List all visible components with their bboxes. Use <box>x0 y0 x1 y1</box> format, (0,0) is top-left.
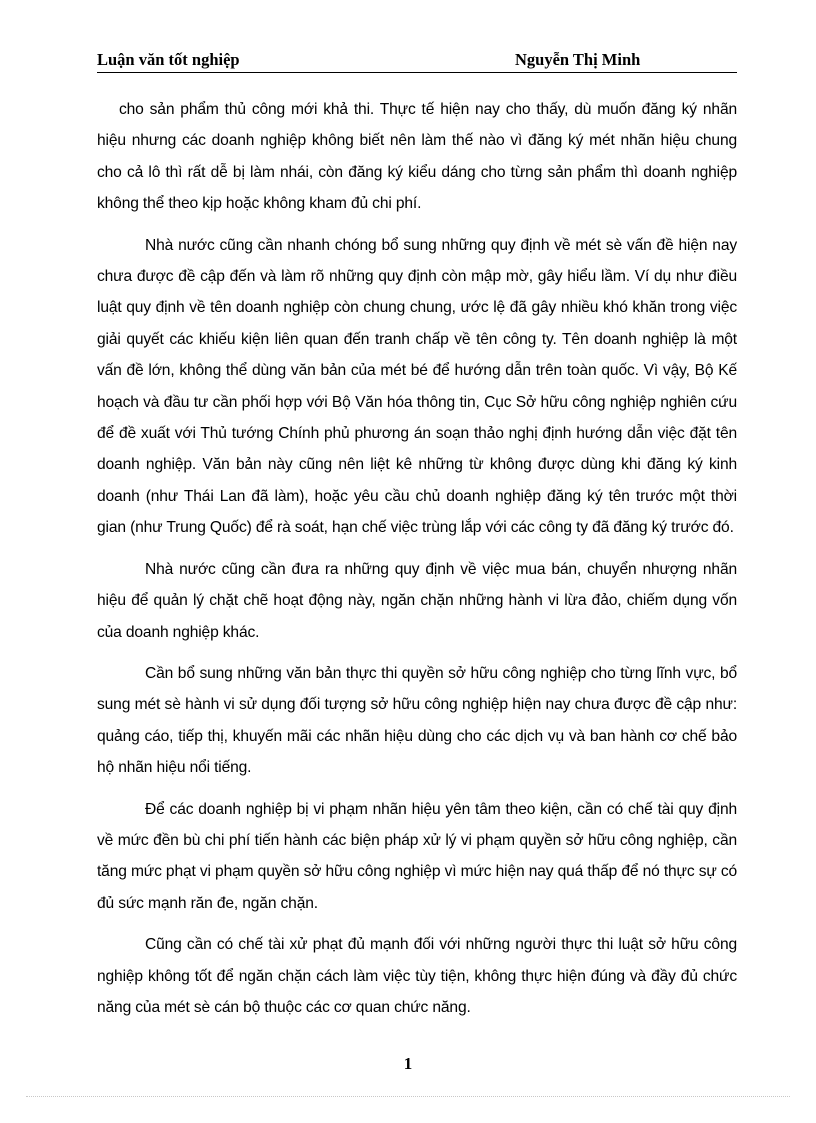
page-number: 1 <box>403 1054 413 1073</box>
paragraph: Để các doanh nghiệp bị vi phạm nhãn hiệu yên tâm theo kiện, cần có chế tài quy định về mức đền bù chi phí tiến hành các biện pháp xử lý vi phạm quyền sở hữu công nghiệp, cần tăng mức phạt vi phạm quyền sở hữu công nghiệp vì mức hiện nay quá thấp để nó thực sự có đủ sức mạnh răn đe, ngăn chặn. <box>97 800 737 912</box>
document-title: Luận văn tốt nghiệp <box>97 50 240 69</box>
author-name: Nguyễn Thị Minh <box>515 50 641 69</box>
body-text <box>97 94 737 1033</box>
paragraph: cho sản phẩm thủ công mới khả thi. Thực tế hiện nay cho thấy, dù muốn đăng ký nhãn hiệu nhưng các doanh nghiệp không biết nên làm thế nào vì đăng ký mét nhãn hiệu chung cho cả lô thì rất dễ bị làm nhái, còn đăng ký kiểu dáng cho từng sản phẩm thì doanh nghiệp không thể theo kịp hoặc không kham đủ chi phí. <box>97 101 737 213</box>
page-bottom-divider <box>26 1096 790 1097</box>
paragraph: Cần bổ sung những văn bản thực thi quyền sở hữu công nghiệp cho từng lĩnh vực, bổ sung mét sè hành vi sử dụng đối tượng sở hữu công nghiệp hiện nay chưa được đề cập như: quảng cáo, tiếp thị, khuyến mãi các nhãn hiệu dùng cho các dịch vụ và ban hành cơ chế bảo hộ nhãn hiệu nổi tiếng. <box>97 664 737 777</box>
paragraph: Cũng cần có chế tài xử phạt đủ mạnh đối với những người thực thi luật sở hữu công nghiệp không tốt để ngăn chặn cách làm việc tùy tiện, không thực hiện đúng và đầy đủ chức năng của mét sè cán bộ thuộc các cơ quan chức năng. <box>97 936 737 1016</box>
paragraph: Nhà nước cũng cần đưa ra những quy định về việc mua bán, chuyển nhượng nhãn hiệu để quản lý chặt chẽ hoạt động này, ngăn chặn những hành vi lừa đảo, chiếm dụng vốn của doanh nghiệp khác. <box>97 560 737 641</box>
page-header <box>97 48 737 73</box>
paragraph: Nhà nước cũng cần nhanh chóng bổ sung những quy định về mét sè vấn đề hiện nay chưa được đề cập đến và làm rõ những quy định còn mập mờ, gây hiểu lầm. Ví dụ như điều luật quy định về tên doanh nghiệp còn chung chung, ước lệ đã gây nhiều khó khăn trong việc giải quyết các khiếu kiện liên quan đến tranh chấp về tên công ty. Tên doanh nghiệp là một vấn đề lớn, không thể dùng văn bản của mét bé để hướng dẫn trên toàn quốc. Vì vậy, Bộ Kế hoạch và đầu tư cần phối hợp với Bộ Văn hóa thông tin, Cục Sở hữu công nghiệp nghiên cứu để đề xuất với Thủ tướng Chính phủ phương án soạn thảo nghị định hướng dẫn việc đặt tên doanh nghiệp. Văn bản này cũng nên liệt kê những từ không được dùng khi đăng ký kinh doanh (như Thái Lan đã làm), hoặc yêu cầu chủ doanh nghiệp đăng ký tên trước một thời gian (như Trung Quốc) để rà soát, hạn chế việc trùng lắp với các công ty đã đăng ký trước đó. <box>97 236 737 537</box>
